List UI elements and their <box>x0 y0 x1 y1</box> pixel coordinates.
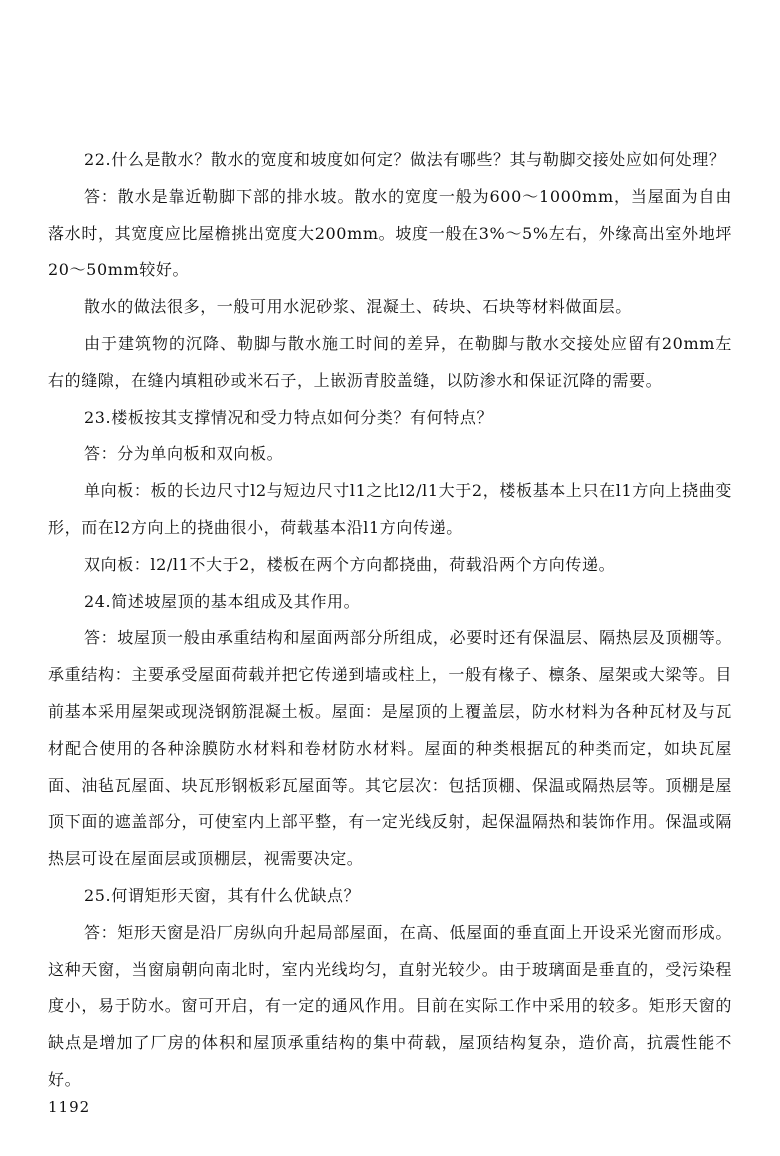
question-22: 22.什么是散水？散水的宽度和坡度如何定？做法有哪些？其与勒脚交接处应如何处理？ <box>84 150 726 169</box>
answer-24: 答：坡屋顶一般由承重结构和屋面两部分所组成，必要时还有保温层、隔热层及顶棚等。承重结构：主要承受屋面荷载并把它传递到墙或柱上，一般有椽子、檩条、屋架或大梁等。目前基本采用屋架或现浇钢筋混凝土板。屋面：是屋顶的上覆盖层，防水材料为各种瓦材及与瓦材配合使用的各种涂膜防水材料和卷材防水材料。屋面的种类根据瓦的种类而定，如块瓦屋面、油毡瓦屋面、块瓦形钢板彩瓦屋面等。其它层次：包括顶棚、保温或隔热层等。顶棚是屋顶下面的遮盖部分，可使室内上部平整，有一定光线反射，起保温隔热和装饰作用。保温或隔热层可设在屋面层或顶棚层，视需要决定。 <box>48 628 732 869</box>
answer-22-paragraph-2: 散水的做法很多，一般可用水泥砂浆、混凝土、砖块、石块等材料做面层。 <box>84 297 632 317</box>
answer-22-paragraph-3: 由于建筑物的沉降、勒脚与散水施工时间的差异，在勒脚与散水交接处应留有20mm左右的缝隙，在缝内填粗砂或米石子，上嵌沥青胶盖缝，以防渗水和保证沉降的需要。 <box>48 333 732 390</box>
answer-23-paragraph-1: 答：分为单向板和双向板。 <box>84 444 284 464</box>
body-text <box>48 142 732 1099</box>
question-24: 24.简述坡屋顶的基本组成及其作用。 <box>84 591 361 611</box>
page-number: 1192 <box>48 1098 91 1116</box>
answer-22-paragraph-1: 答：散水是靠近勒脚下部的排水坡。散水的宽度一般为600～1000mm，当屋面为自由落水时，其宽度应比屋檐挑出宽度大200mm。坡度一般在3%～5%左右，外缘高出室外地坪20～50mm较好。 <box>48 186 732 280</box>
question-25: 25.何谓矩形天窗，其有什么优缺点？ <box>84 885 361 905</box>
answer-25: 答：矩形天窗是沿厂房纵向升起局部屋面，在高、低屋面的垂直面上开设采光窗而形成。这种天窗，当窗扇朝向南北时，室内光线均匀，直射光较少。由于玻璃面是垂直的，受污染程度小，易于防水。窗可开启，有一定的通风作用。目前在实际工作中采用的较多。矩形天窗的缺点是增加了厂房的体积和屋顶承重结构的集中荷载，屋顶结构复杂，造价高，抗震性能不好。 <box>48 922 732 1089</box>
answer-23-paragraph-2: 单向板：板的长边尺寸l2与短边尺寸l1之比l2/l1大于2，楼板基本上只在l1方向上挠曲变形，而在l2方向上的挠曲很小，荷载基本沿l1方向传递。 <box>48 481 732 537</box>
question-23: 23.楼板按其支撑情况和受力特点如何分类？有何特点？ <box>84 407 494 427</box>
answer-23-paragraph-3: 双向板：l2/l1不大于2，楼板在两个方向都挠曲，荷载沿两个方向传递。 <box>84 554 616 574</box>
